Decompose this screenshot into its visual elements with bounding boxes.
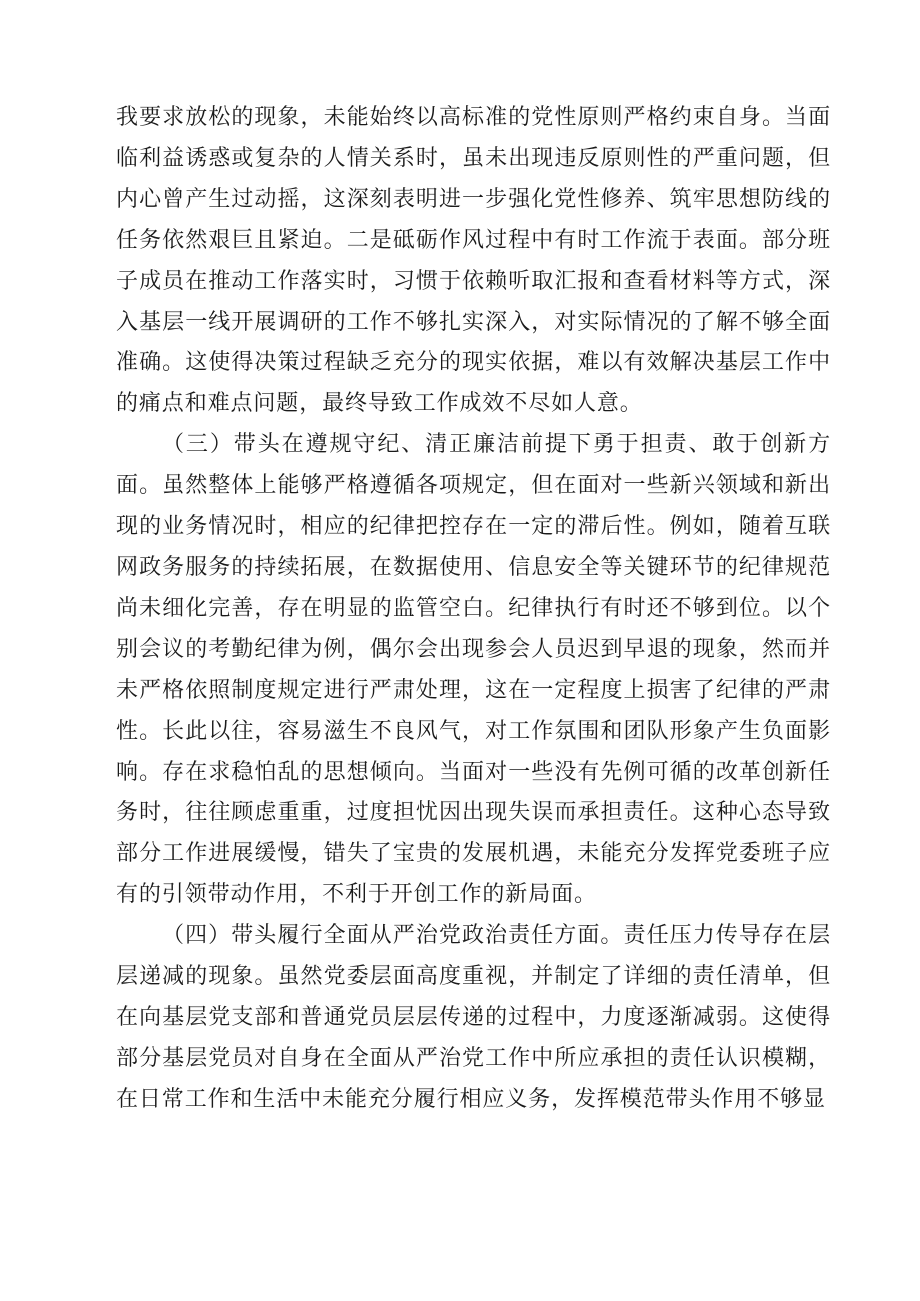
- paragraph-section-4: （四）带头履行全面从严治党政治责任方面。责任压力传导存在层层递减的现象。虽然党委层面高度重视，并制定了详细的责任清单，但在向基层党支部和普通党员层层传递的过程中，力度逐渐减弱。这使得部分基层党员对自身在全面从严治党工作中所应承担的责任认识模糊，在日常工作和生活中未能充分履行相应义务，发挥模范带头作用不够显: [116, 923, 831, 1112]
- paragraph-body-1: 我要求放松的现象，未能始终以高标准的党性原则严格约束自身。当面临利益诱惑或复杂的人情关系时，虽未出现违反原则性的严重问题，但内心曾产生过动摇，这深刻表明进一步强化党性修养、筑牢思想防线的任务依然艰巨且紧迫。二是砥砺作风过程中有时工作流于表面。部分班子成员在推动工作落实时，习惯于依赖听取汇报和查看材料等方式，深入基层一线开展调研的工作不够扎实深入，对实际情况的了解不够全面准确。这使得决策过程缺乏充分的现实依据，难以有效解决基层工作中的痛点和难点问题，最终导致工作成效不尽如人意。: [116, 105, 831, 417]
- paragraph-section-3: （三）带头在遵规守纪、清正廉洁前提下勇于担责、敢于创新方面。虽然整体上能够严格遵循各项规定，但在面对一些新兴领域和新出现的业务情况时，相应的纪律把控存在一定的滞后性。例如，随着互联网政务服务的持续拓展，在数据使用、信息安全等关键环节的纪律规范尚未细化完善，存在明显的监管空白。纪律执行有时还不够到位。以个别会议的考勤纪律为例，偶尔会出现参会人员迟到早退的现象，然而并未严格依照制度规定进行严肃处理，这在一定程度上损害了纪律的严肃性。长此以往，容易滋生不良风气，对工作氛围和团队形象产生负面影响。存在求稳怕乱的思想倾向。当面对一些没有先例可循的改革创新任务时，往往顾虑重重，过度担忧因出现失误而承担责任。这种心态导致部分工作进展缓慢，错失了宝贵的发展机遇，未能充分发挥党委班子应有的引领带动作用，不利于开创工作的新局面。: [116, 432, 831, 908]
- document-page: [116, 98, 831, 1121]
